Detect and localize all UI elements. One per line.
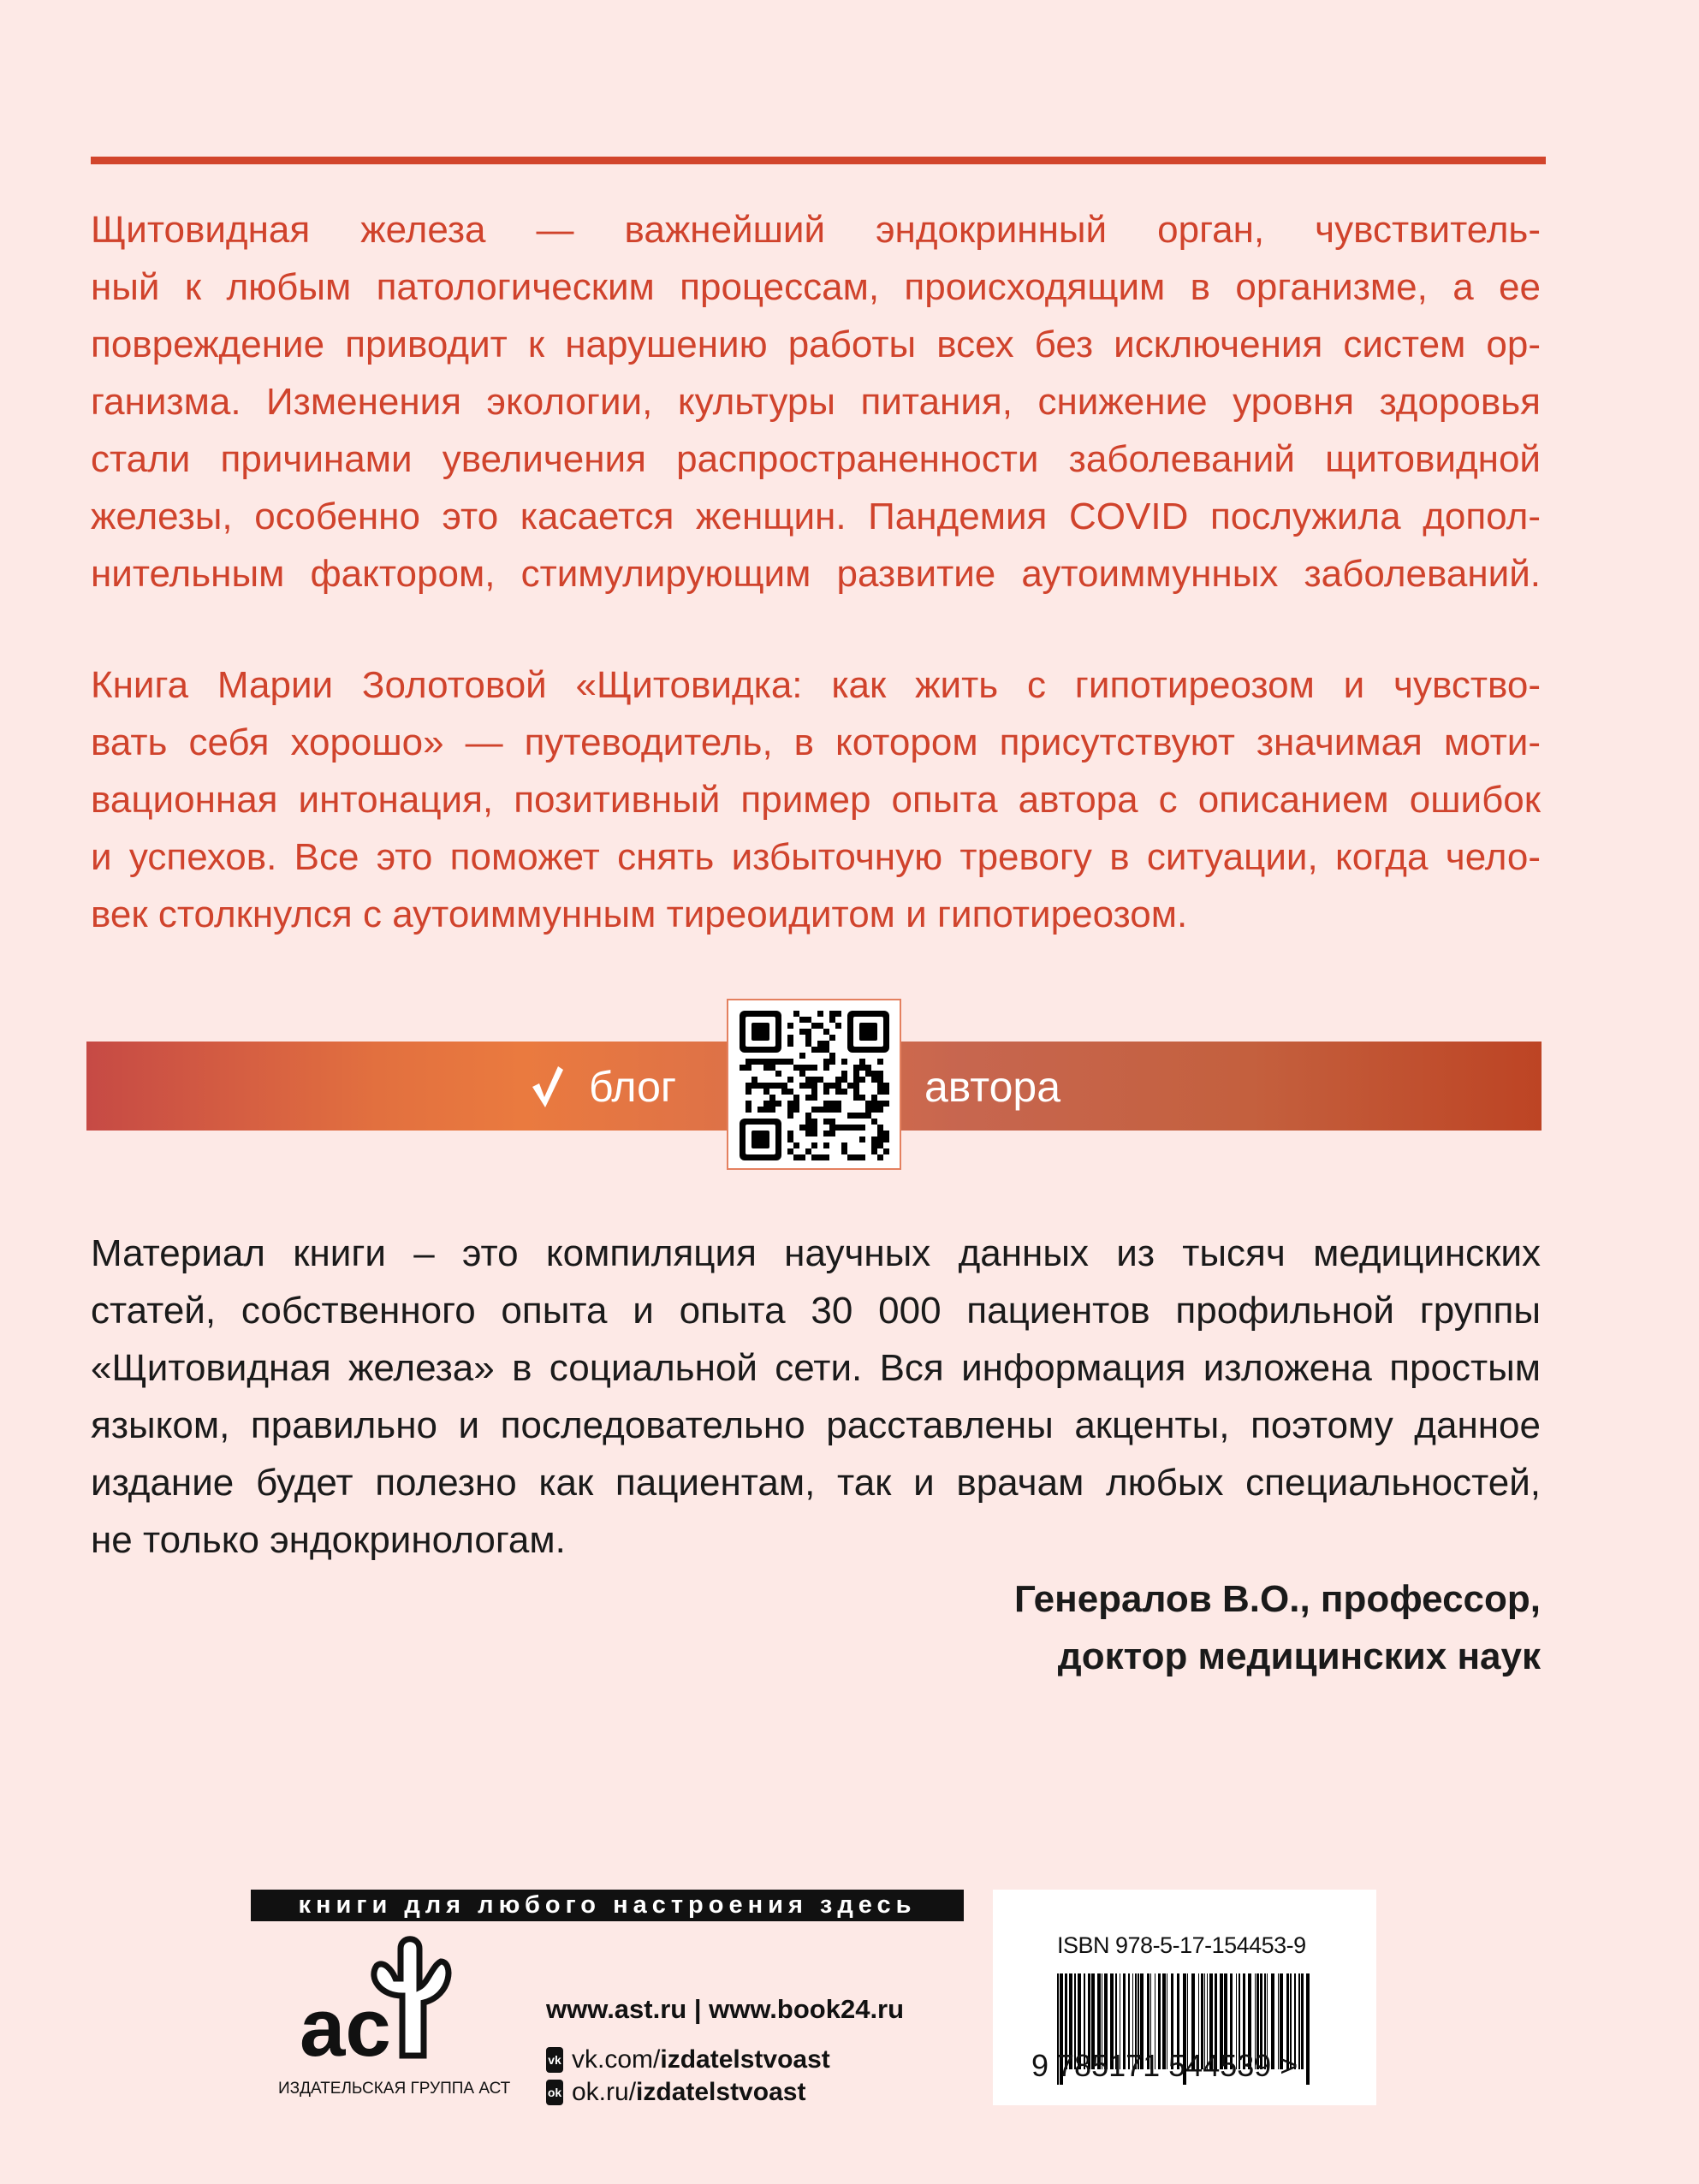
vk-handle: izdatelstvoast (660, 2045, 830, 2074)
isbn-barcode-box (993, 1890, 1376, 2105)
paragraph-1 (91, 201, 1541, 602)
banner-right-text: автора (924, 1063, 1061, 1111)
paragraph-2 (91, 656, 1541, 943)
publisher-links (546, 1994, 904, 2109)
text-line: Книга Марии Золотовой «Щитовидка: как жить с гипотиреозом и чувство- (91, 664, 1541, 706)
banner-left-text: блог (589, 1063, 677, 1111)
top-rule (91, 157, 1546, 164)
text-line: стали причинами увеличения распространенности заболеваний щитовидной (91, 438, 1541, 480)
text-line: ный к любым патологическим процессам, происходящим в организме, а ее (91, 266, 1541, 308)
signature-name: Генералов В.О., профессор, (1013, 1578, 1541, 1620)
barcode-bar (1301, 1973, 1304, 2069)
barcode-bar (1298, 1973, 1300, 2069)
barcode-digits: 9 785171 544539 > (1031, 2048, 1298, 2083)
barcode-bar (1306, 1973, 1310, 2085)
text-line: вационная интонация, позитивный пример опыта автора с описанием ошибок (91, 779, 1541, 821)
isbn-label: ISBN 978-5-17-154453-9 (1057, 1932, 1306, 1958)
svg-text:ac: ac (300, 1982, 391, 2073)
ok-icon: ok (546, 2080, 563, 2105)
vk-prefix: vk.com/ (572, 2045, 661, 2074)
website-links[interactable]: www.ast.ru | www.book24.ru (546, 1994, 905, 2024)
qr-code-image (728, 1000, 900, 1168)
text-line: нительным фактором, стимулирующим развитие аутоиммунных заболеваний. (91, 553, 1541, 595)
vk-link[interactable] (546, 2044, 904, 2076)
text-line: век столкнулся с аутоиммунным тиреоидитом и гипотиреозом. (91, 893, 1188, 935)
text-line: издание будет полезно как пациентам, так и врачам любых специальностей, (91, 1462, 1541, 1504)
signature (1014, 1570, 1541, 1685)
text-line: ганизма. Изменения экологии, культуры питания, снижение уровня здоровья (91, 381, 1541, 423)
text-line: железы, особенно это касается женщин. Пандемия COVID послужила допол- (91, 496, 1541, 537)
ok-link[interactable] (546, 2076, 904, 2109)
text-line: Материал книги – это компиляция научных данных из тысяч медицинских (91, 1232, 1541, 1274)
text-line: и успехов. Все это поможет снять избыточную тревогу в ситуации, когда чело- (91, 836, 1541, 878)
text-line: не только эндокринологам. (91, 1519, 566, 1561)
text-line: вать себя хорошо» — путеводитель, в котором присутствуют значимая моти- (91, 721, 1541, 763)
signature-title: доктор медицинских наук (1057, 1635, 1541, 1677)
qr-code[interactable] (727, 999, 901, 1170)
text-line: статей, собственного опыта и опыта 30 000 пациентов профильной группы (91, 1290, 1541, 1332)
vk-icon: vk (546, 2047, 563, 2073)
text-line: языком, правильно и последовательно расставлены акценты, поэтому данное (91, 1404, 1541, 1446)
publisher-label: ИЗДАТЕЛЬСКАЯ ГРУППА АСТ (278, 2080, 511, 2098)
ok-prefix: ok.ru/ (572, 2078, 637, 2106)
ok-handle: izdatelstvoast (636, 2078, 806, 2106)
checkmark-icon (531, 1065, 565, 1109)
banner-right (924, 1053, 1060, 1121)
text-line: повреждение приводит к нарушению работы всех без исключения систем ор- (91, 323, 1541, 365)
ast-logo (300, 1936, 479, 2077)
text-line: «Щитовидная железа» в социальной сети. Вся информация изложена простым (91, 1347, 1541, 1389)
tagline-bar (251, 1890, 964, 1921)
banner-left (531, 1053, 676, 1121)
paragraph-3 (91, 1225, 1541, 1569)
tagline-text: книги для любого настроения здесь (298, 1891, 917, 1919)
text-line: Щитовидная железа — важнейший эндокринный орган, чувствитель- (91, 209, 1541, 251)
